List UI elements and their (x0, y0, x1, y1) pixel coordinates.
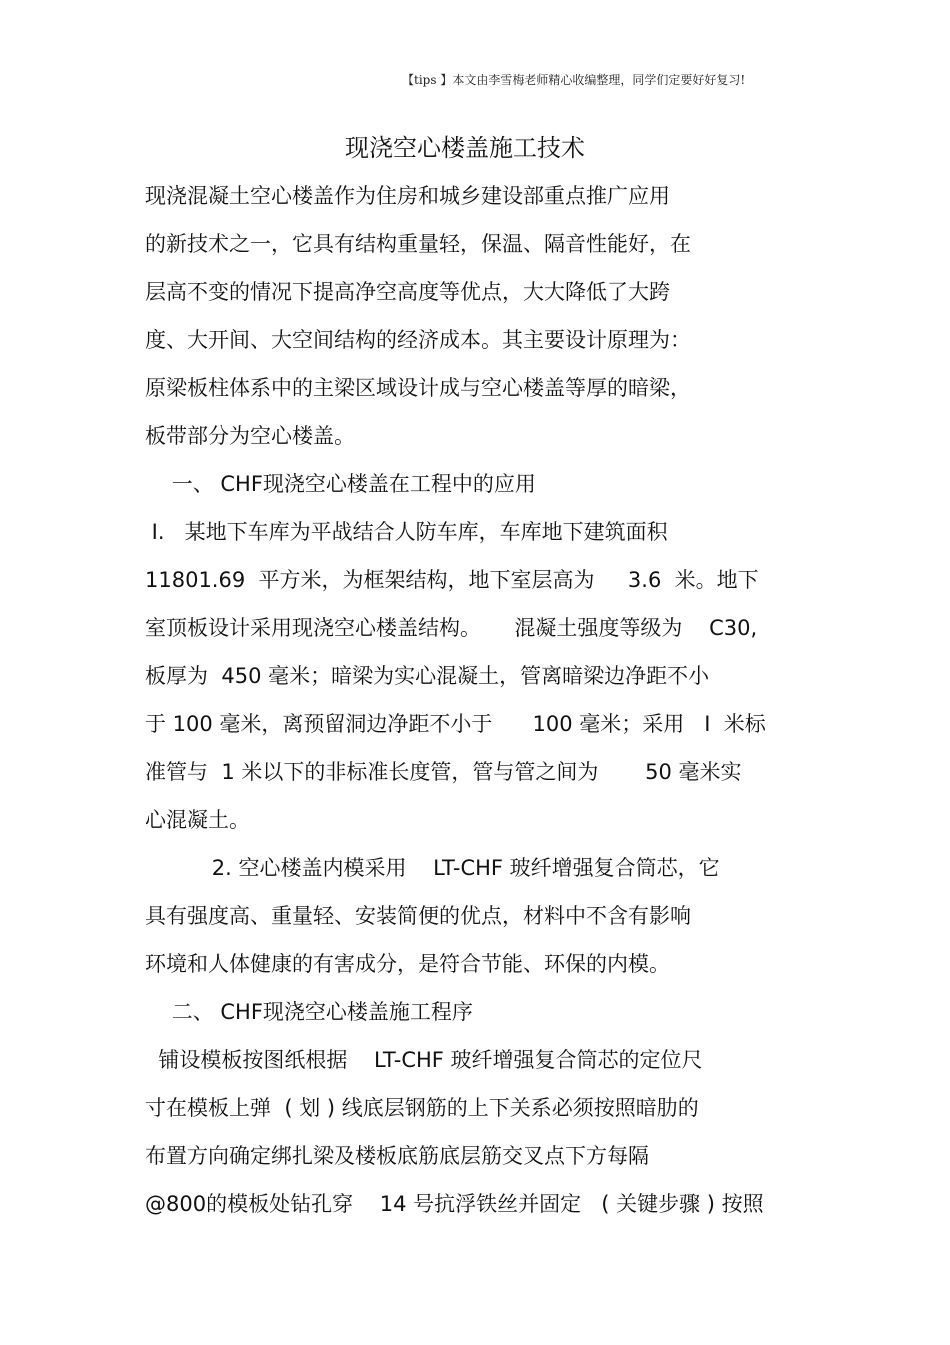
paragraph-line: 室顶板设计采用现浇空心楼盖结构。 混凝土强度等级为 C30, (145, 616, 758, 640)
paragraph-line: 铺设模板按图纸根据 LT-CHF 玻纤增强复合筒芯的定位尺 (145, 1048, 703, 1072)
paragraph-line: 2. 空心楼盖内模采用 LT-CHF 玻纤增强复合筒芯，它 (145, 856, 720, 880)
paragraph-line: I. 某地下车库为平战结合人防车库，车库地下建筑面积 (145, 520, 668, 544)
paragraph-line: 环境和人体健康的有害成分，是符合节能、环保的内模。 (145, 952, 670, 976)
page-title: 现浇空心楼盖施工技术 (345, 134, 585, 162)
paragraph-line: 度、大开间、大空间结构的经济成本。其主要设计原理为： (145, 328, 691, 352)
section-heading: 一、 CHF现浇空心楼盖在工程中的应用 (145, 472, 536, 496)
paragraph-line: 11801.69 平方米，为框架结构，地下室层高为 3.6 米。地下 (145, 568, 759, 592)
paragraph-line: 具有强度高、重量轻、安装简便的优点，材料中不含有影响 (145, 904, 691, 928)
paragraph-line: 布置方向确定绑扎梁及楼板底筋底层筋交叉点下方每隔 (145, 1144, 649, 1168)
section-heading: 二、 CHF现浇空心楼盖施工程序 (145, 1000, 473, 1024)
paragraph-line: 于 100 毫米，离预留洞边净距不小于 100 毫米；采用 I 米标 (145, 712, 766, 736)
paragraph-line: 层高不变的情况下提高净空高度等优点，大大降低了大跨 (145, 280, 670, 304)
paragraph-line: 板厚为 450 毫米；暗梁为实心混凝土，管离暗梁边净距不小 (145, 664, 710, 688)
header-tips: 【tips 】本文由李雪梅老师精心收编整理，同学们定要好好复习! (402, 73, 746, 87)
paragraph-line: 现浇混凝土空心楼盖作为住房和城乡建设部重点推广应用 (145, 184, 670, 208)
paragraph-line: 的新技术之一，它具有结构重量轻，保温、隔音性能好，在 (145, 232, 691, 256)
paragraph-line: 准管与 1 米以下的非标准长度管，管与管之间为 50 毫米实 (145, 760, 742, 784)
paragraph-line: 心混凝土。 (145, 808, 250, 832)
paragraph-line: 原梁板柱体系中的主梁区域设计成与空心楼盖等厚的暗梁， (145, 376, 691, 400)
paragraph-line: 板带部分为空心楼盖。 (145, 424, 355, 448)
paragraph-line: @800的模板处钻孔穿 14 号抗浮铁丝并固定 ( 关键步骤 ) 按照 (145, 1192, 764, 1216)
paragraph-line: 寸在模板上弹 ( 划 ) 线底层钢筋的上下关系必须按照暗肋的 (145, 1096, 699, 1120)
